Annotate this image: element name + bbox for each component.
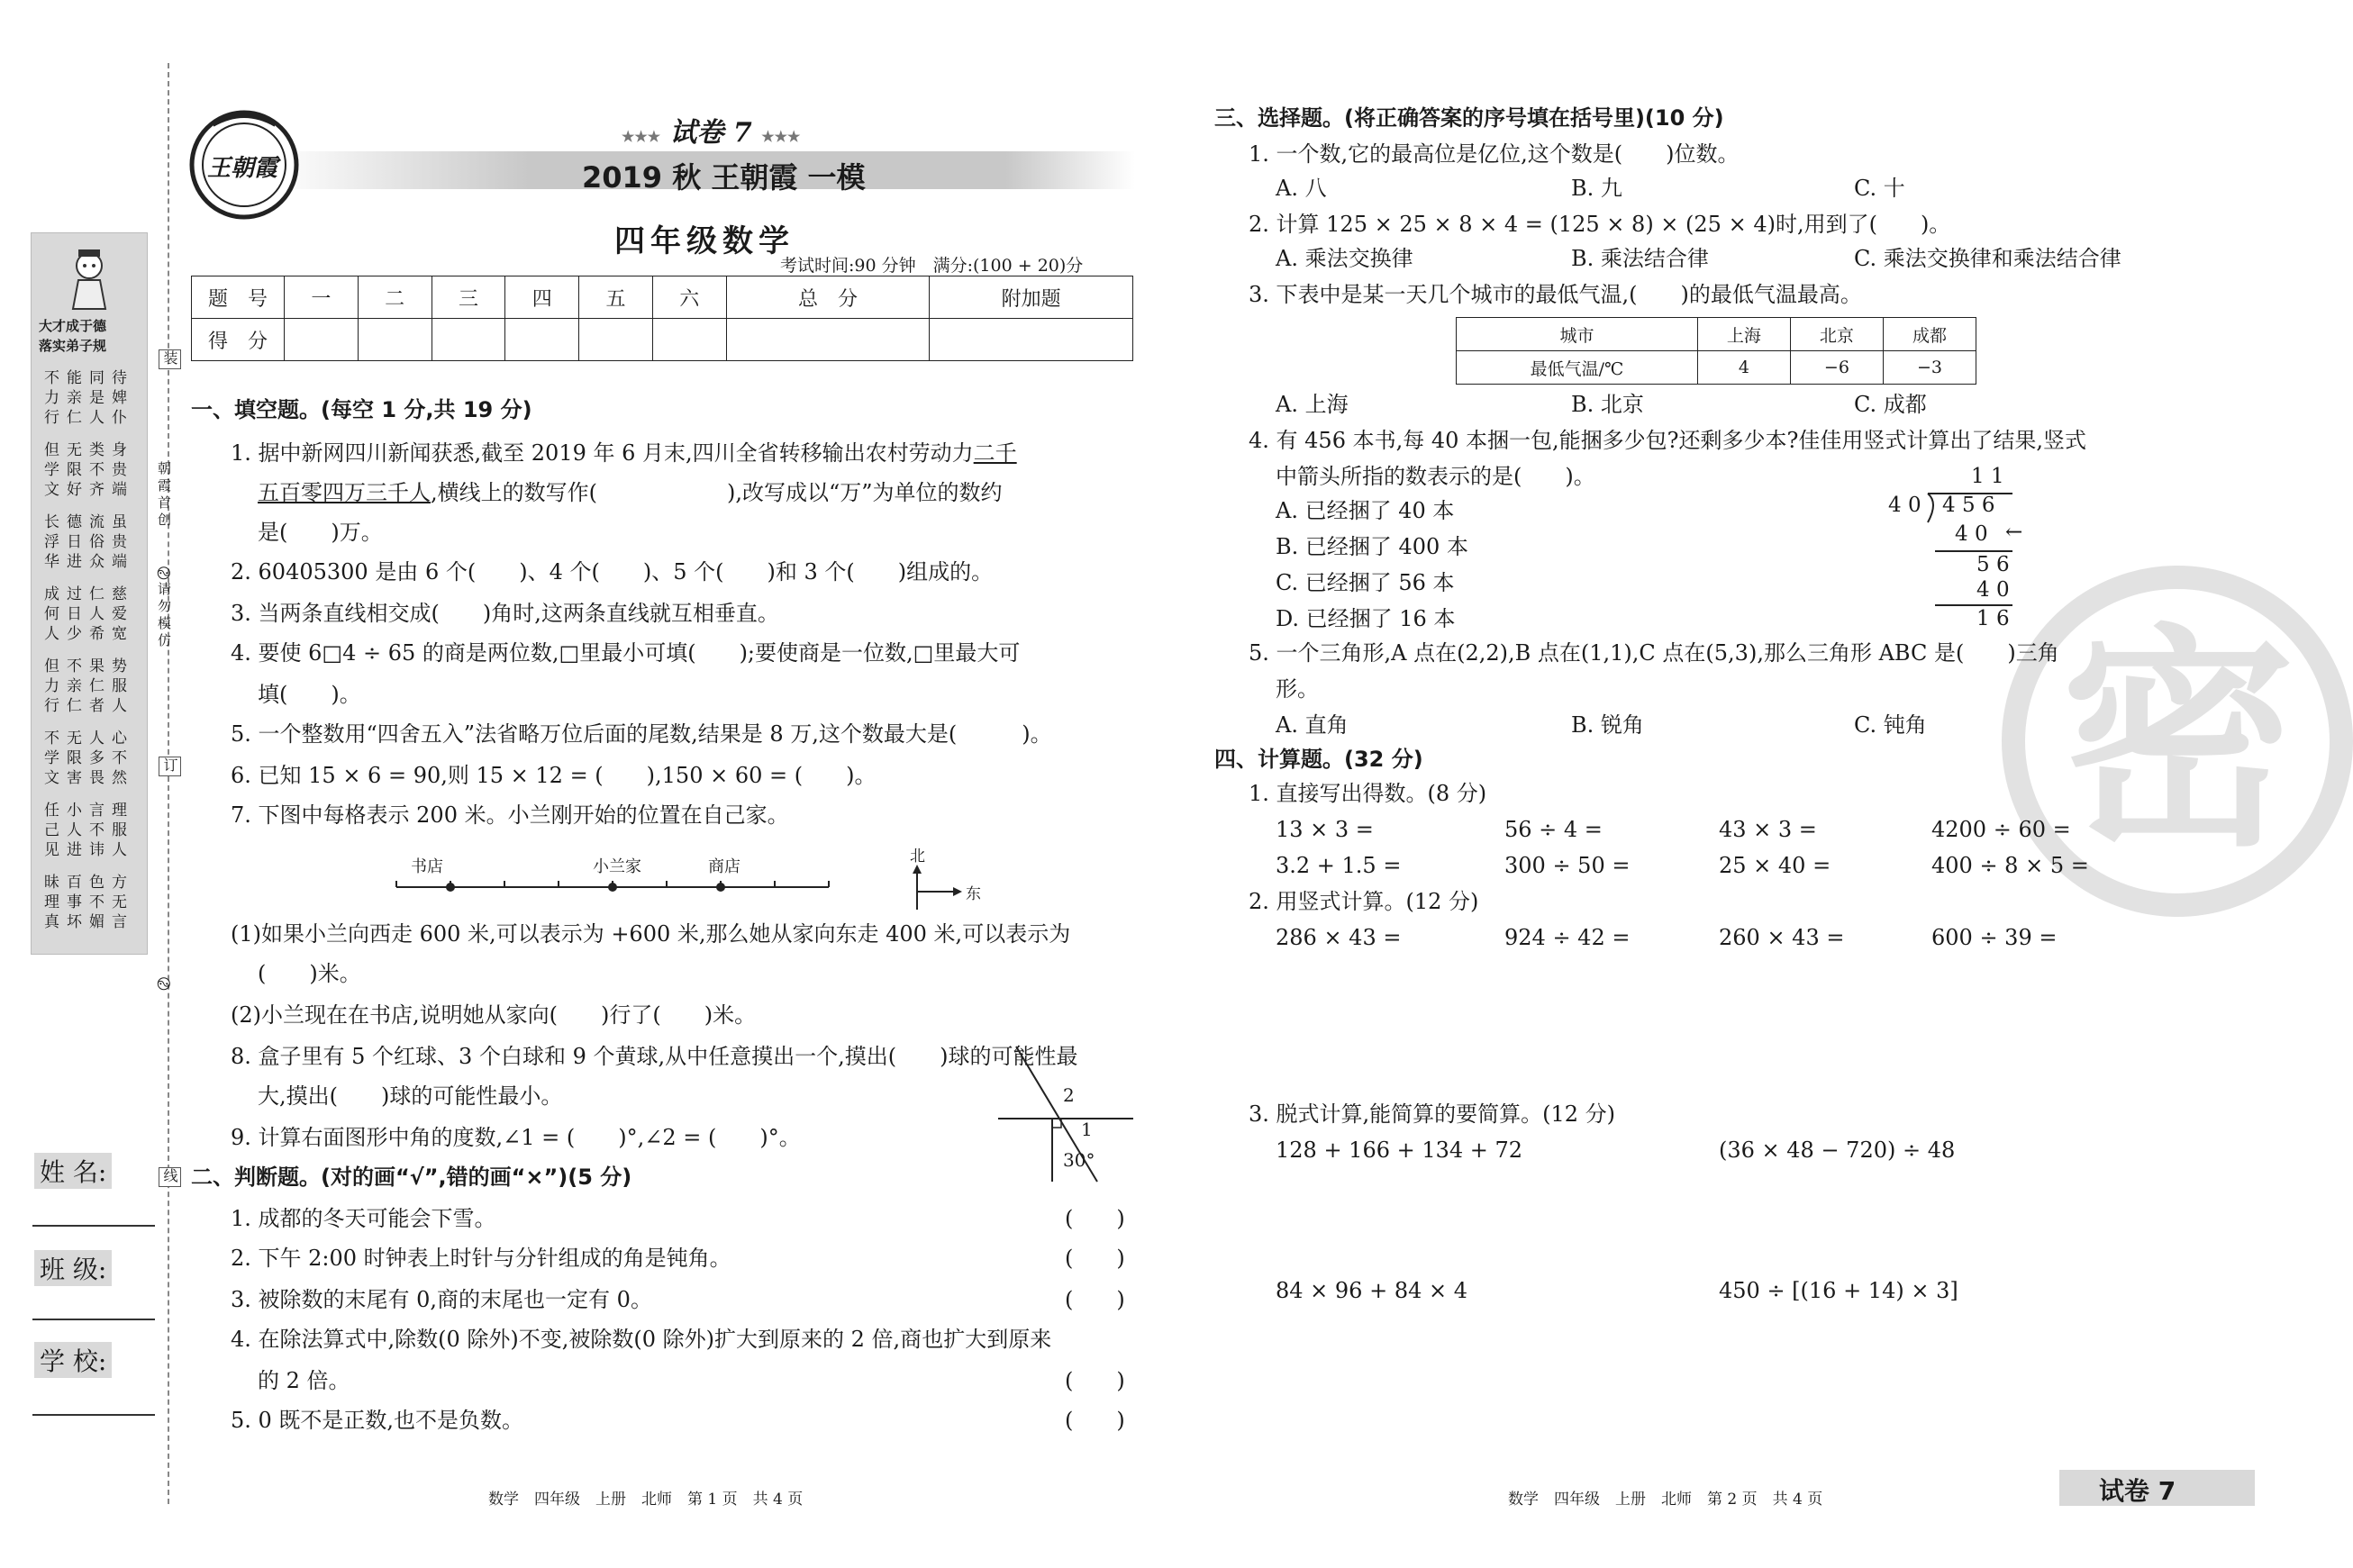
side-mark-xian: 线 [159,1167,181,1187]
s4-p1-r2-c1: 3.2 + 1.5 = [1276,853,1402,878]
side-mark-mofang: 请勿模仿 [156,582,172,650]
footer-tag: 试卷 7 [2099,1476,2176,1506]
s2-item-3: 3. 被除数的末尾有 0,商的末尾也一定有 0。 [231,1287,652,1312]
motto-line: 行仁者人 [44,697,134,715]
scholar-figure [62,246,116,309]
footer-right: 数学 四年级 上册 北师 第 2 页 共 4 页 [1508,1491,1823,1509]
score-cell-3[interactable] [432,319,505,361]
motto-line: 学限多不 [44,749,134,767]
score-header-7: 总 分 [726,276,930,319]
map-label-shop: 商店 [708,857,740,876]
map-dot-home [608,883,617,892]
motto-line: 但无类身 [44,441,134,459]
s3-q3-opt-c[interactable]: C. 成都 [1854,392,1927,417]
motto-line: 任小言理 [44,802,134,820]
score-header-6: 六 [652,276,726,319]
s4-p3-r1-c2: (36 × 48 − 720) ÷ 48 [1719,1137,1956,1163]
s3-q4-opt-b[interactable]: B. 已经捆了 400 本 [1276,534,1468,559]
s3-q4-opt-d[interactable]: D. 已经捆了 16 本 [1276,606,1456,631]
school-label: 学 校: [34,1342,112,1378]
s2-paren-1[interactable]: ( ) [1065,1206,1125,1231]
score-cell-1[interactable] [285,319,359,361]
s2-paren-4[interactable]: ( ) [1065,1368,1125,1393]
s1-q3: 3. 当两条直线相交成( )角时,这两条直线就互相垂直。 [231,601,779,626]
temp-head-1: 上海 [1697,318,1790,351]
map-figure [378,847,1009,919]
motto-line: 文好齐端 [44,481,134,499]
s1-q8-line2: 大,摸出( )球的可能性最小。 [258,1083,563,1109]
exam-info: 考试时间:90 分钟 满分:(100 + 20)分 [780,256,1084,276]
section4-title: 四、计算题。(32 分) [1214,747,1423,772]
motto-top: 大才成于德 [39,318,107,334]
map-label-home: 小兰家 [593,857,641,876]
div-quotient: 1 1 [1971,465,2004,488]
map-label-bookstore: 书店 [411,857,443,876]
footer-left: 数学 四年级 上册 北师 第 1 页 共 4 页 [488,1491,804,1509]
s3-q5-line2: 形。 [1276,676,1319,702]
s4-p1-r2-c2: 300 ÷ 50 = [1504,853,1631,878]
side-mark-ding: 订 [159,757,181,776]
motto-line: 但不果势 [44,657,134,675]
motto-line: 何日人爱 [44,605,134,623]
s3-q2: 2. 计算 125 × 25 × 8 × 4 = (125 × 8) × (25 × 4)时,用到了( )。 [1249,212,1951,237]
motto-line: 不无人心 [44,730,134,748]
s3-q4-opt-c[interactable]: C. 已经捆了 56 本 [1276,570,1455,595]
s1-q7-1-line1: (1)如果小兰向西走 600 米,可以表示为 +600 米,那么她从家向东走 400 米,可以表示为 [231,921,1071,947]
motto-panel [31,232,148,955]
div-divisor: 4 0 [1888,494,1921,517]
s1-q7-1-line2: ( )米。 [258,961,361,986]
s4-p1-r1-c4: 4200 ÷ 60 = [1931,817,2071,842]
angle-label-30: 30° [1063,1149,1095,1171]
motto-line: 行仁人仆 [44,409,134,427]
motto-line: 真坏媚言 [44,913,134,931]
score-header-8: 附加题 [930,276,1133,319]
angle-label-2: 2 [1063,1084,1075,1106]
div-line4: 1 6 [1976,607,2010,630]
section1-title: 一、填空题。(每空 1 分,共 19 分) [191,397,532,422]
subject-title: 四年级数学 [614,223,795,259]
div-line1: 4 0 [1955,522,1988,546]
section2-title: 二、判断题。(对的画“√”,错的画“×”)(5 分) [191,1165,632,1190]
motto-line: 人少希宽 [44,625,134,643]
s1-q8-line1: 8. 盒子里有 5 个红球、3 个白球和 9 个黄球,从中任意摸出一个,摸出( )球的可能性最 [231,1044,1078,1069]
stars-right: ★★★ [761,128,801,145]
div-line3: 4 0 [1976,578,2010,602]
s3-q2-opt-c[interactable]: C. 乘法交换律和乘法结合律 [1854,246,2121,271]
s3-q5-opt-b[interactable]: B. 锐角 [1571,712,1644,738]
score-header-4: 四 [505,276,579,319]
s4-p2-c2: 924 ÷ 42 = [1504,925,1631,950]
s1-q7: 7. 下图中每格表示 200 米。小兰刚开始的位置在自己家。 [231,802,789,828]
s4-part3: 3. 脱式计算,能简算的要简算。(12 分) [1249,1101,1616,1127]
logo-text: 王朝霞 [207,155,278,182]
score-header-0: 题 号 [192,276,285,319]
s4-p2-c3: 260 × 43 = [1719,925,1845,950]
temp-head-0: 城市 [1457,318,1698,351]
score-cell-2[interactable] [358,319,432,361]
motto-line: 理事不无 [44,893,134,911]
motto-line: 学限不贵 [44,461,134,479]
s2-item-2: 2. 下午 2:00 时钟表上时针与分针组成的角是钝角。 [231,1246,731,1271]
logo-seal [186,106,303,223]
s3-q1: 1. 一个数,它的最高位是亿位,这个数是( )位数。 [1249,141,1740,167]
score-header-5: 五 [579,276,653,319]
motto-line: 不能同待 [44,369,134,387]
div-dividend: 4 5 6 [1942,494,1995,517]
s4-p3-r2-c1: 84 × 96 + 84 × 4 [1276,1278,1467,1303]
s3-q4-opt-a[interactable]: A. 已经捆了 40 本 [1276,498,1455,523]
s2-item-4: 4. 在除法算式中,除数(0 除外)不变,被除数(0 除外)扩大到原来的 2 倍,商也扩大到原来 [231,1327,1052,1352]
motto-line: 己人不服 [44,821,134,839]
s3-q1-opt-a[interactable]: A. 八 [1276,176,1327,201]
s2-item-5: 5. 0 既不是正数,也不是负数。 [231,1408,524,1433]
score-table [191,276,1133,361]
s1-q4-line1: 4. 要使 6□4 ÷ 65 的商是两位数,□里最小可填( );要使商是一位数,□里最大可 [231,640,1021,666]
s3-q4-line1: 4. 有 456 本书,每 40 本捆一包,能捆多少包?还剩多少本?佳佳用竖式计算出了结果,竖式 [1249,428,2087,453]
div-arrow: ← [2005,521,2023,544]
motto-line: 昧百色方 [44,874,134,892]
score-cell-4[interactable] [505,319,579,361]
angle-figure [998,1038,1133,1182]
score-header-2: 二 [358,276,432,319]
exam-title: 2019 秋 王朝霞 一模 [582,160,866,195]
s4-p1-r1-c3: 43 × 3 = [1719,817,1817,842]
s1-q4-line2: 填( )。 [258,682,361,707]
s2-paren-5[interactable]: ( ) [1065,1408,1125,1433]
name-label: 姓 名: [34,1153,112,1189]
s3-q4-line2: 中箭头所指的数表示的是( )。 [1276,464,1595,489]
s1-q1-line2: 五百零四万三千人,横线上的数写作( ),改写成以“万”为单位的数约 [258,480,1003,505]
motto-line: 力亲仁服 [44,677,134,695]
s1-q1-line3: 是( )万。 [258,520,383,545]
s1-q1-line1: 1. 据中新网四川新闻获悉,截至 2019 年 6 月末,四川全省转移输出农村劳动力二千 [231,440,1017,466]
div-line2: 5 6 [1976,553,2010,576]
s2-paren-3[interactable]: ( ) [1065,1287,1125,1312]
score-header-3: 三 [432,276,505,319]
s4-p2-c4: 600 ÷ 39 = [1931,925,2058,950]
map-dot-bookstore [446,883,455,892]
s4-part2: 2. 用竖式计算。(12 分) [1249,889,1479,914]
long-division [1888,463,2050,634]
s2-item-1: 1. 成都的冬天可能会下雪。 [231,1206,496,1231]
score-cell-7[interactable] [726,319,930,361]
s3-q2-opt-b[interactable]: B. 乘法结合律 [1571,246,1709,271]
score-label: 得 分 [192,319,285,361]
s2-paren-2[interactable]: ( ) [1065,1246,1125,1271]
motto-poem [44,368,143,945]
temp-head-2: 北京 [1790,318,1883,351]
temp-cell-3: −3 [1883,351,1976,385]
motto-top2: 落实弟子规 [39,338,107,354]
motto-line: 浮日俗贵 [44,533,134,551]
motto-line: 见进讳人 [44,841,134,859]
school-field[interactable] [32,1414,155,1416]
map-dot-shop [716,883,725,892]
s3-q1-opt-b[interactable]: B. 九 [1571,176,1622,201]
s3-q5-opt-a[interactable]: A. 直角 [1276,712,1349,738]
compass-east: 东 [966,885,981,903]
s4-p1-r1-c2: 56 ÷ 4 = [1504,817,1603,842]
class-field[interactable] [32,1319,155,1320]
side-mark-zhuang: 装 [159,349,181,369]
side-mark-shouchuang: 朝霞首创 [156,461,172,530]
class-label: 班 级: [34,1250,112,1286]
s4-p1-r2-c4: 400 ÷ 8 × 5 = [1931,853,2089,878]
s1-q5: 5. 一个整数用“四舍五入”法省略万位后面的尾数,结果是 8 万,这个数最大是( )。 [231,721,1052,747]
motto-line: 力亲是婢 [44,389,134,407]
angle-label-1: 1 [1081,1119,1093,1140]
s3-q3-opt-a[interactable]: A. 上海 [1276,392,1349,417]
temp-cell-0: 最低气温/℃ [1457,351,1698,385]
s3-q1-opt-c[interactable]: C. 十 [1854,176,1905,201]
s1-q7-2: (2)小兰现在在书店,说明她从家向( )行了( )米。 [231,1002,757,1028]
s3-q2-opt-a[interactable]: A. 乘法交换律 [1276,246,1413,271]
s2-item-4b: 的 2 倍。 [258,1368,350,1393]
temp-head-3: 成都 [1883,318,1976,351]
temperature-table [1456,317,1976,385]
exam-number: ★★★ 试卷 7 ★★★ [622,117,801,149]
section3-title: 三、选择题。(将正确答案的序号填在括号里)(10 分) [1214,105,1724,131]
binding-line [168,63,169,1504]
s1-q2: 2. 60405300 是由 6 个( )、4 个( )、5 个( )和 3 个( )组成的。 [231,559,994,585]
s3-q5-line1: 5. 一个三角形,A 点在(2,2),B 点在(1,1),C 点在(5,3),那么三角形 ABC 是( )三角 [1249,640,2059,666]
secret-watermark: 密 [2002,566,2353,917]
s3-q3: 3. 下表中是某一天几个城市的最低气温,( )的最低气温最高。 [1249,282,1862,307]
score-header-1: 一 [285,276,359,319]
spiral-icon: ࿊ [157,562,171,584]
spiral-icon: ࿊ [157,973,171,994]
s3-q3-opt-b[interactable]: B. 北京 [1571,392,1644,417]
s1-q6: 6. 已知 15 × 6 = 90,则 15 × 12 = ( ),150 × 60 = ( )。 [231,763,877,788]
temp-cell-2: −6 [1790,351,1883,385]
s4-part1: 1. 直接写出得数。(8 分) [1249,781,1487,806]
s4-p1-r1-c1: 13 × 3 = [1276,817,1374,842]
score-cell-8[interactable] [930,319,1133,361]
s3-q5-opt-c[interactable]: C. 钝角 [1854,712,1927,738]
s4-p1-r2-c3: 25 × 40 = [1719,853,1831,878]
motto-line: 华进众端 [44,553,134,571]
score-cell-5[interactable] [579,319,653,361]
s1-q9: 9. 计算右面图形中角的度数,∠1 = ( )°,∠2 = ( )°。 [231,1125,801,1150]
s4-p3-r1-c1: 128 + 166 + 134 + 72 [1276,1137,1523,1163]
stars-left: ★★★ [622,128,661,145]
motto-line: 长德流虽 [44,513,134,531]
motto-line: 成过仁慈 [44,585,134,603]
compass-north: 北 [910,847,925,866]
s4-p2-c1: 286 × 43 = [1276,925,1402,950]
temp-cell-1: 4 [1697,351,1790,385]
name-field[interactable] [32,1225,155,1227]
motto-line: 文害畏然 [44,769,134,787]
s4-p3-r2-c2: 450 ÷ [(16 + 14) × 3] [1719,1278,1958,1303]
score-cell-6[interactable] [652,319,726,361]
